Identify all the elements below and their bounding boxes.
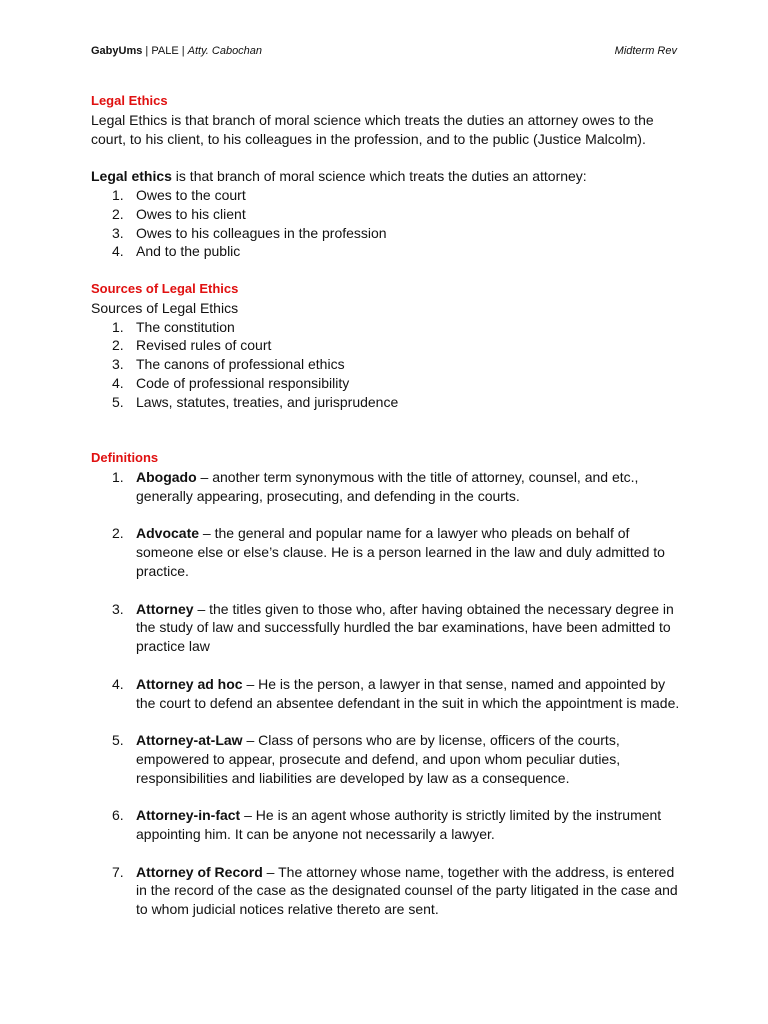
list-item: [91, 336, 681, 355]
page-header: [91, 45, 677, 57]
list-item-text: Code of professional responsibility: [136, 374, 350, 391]
list-number: 1.: [112, 318, 124, 335]
definition-text: – The attorney whose name, together with the address, is entered in the record of the case as the designated counsel of the party litigated in the case and to whom judicial notices relative thereto are sent.: [136, 863, 678, 918]
list-item: [91, 186, 681, 205]
list-number: 6.: [112, 807, 124, 824]
list-number: 4.: [112, 675, 124, 692]
header-right: Midterm Rev: [614, 45, 677, 57]
header-separator: |: [178, 45, 188, 57]
definition-text: – another term synonymous with the title of attorney, counsel, and etc., generally appearing, prosecuting, and defending in the courts.: [136, 468, 639, 504]
legal-ethics-intro: [91, 167, 681, 186]
header-separator: |: [142, 45, 152, 57]
list-number: 3.: [112, 224, 124, 241]
definition-term: Attorney-at-Law: [136, 732, 243, 749]
definition-term: Attorney-in-fact: [136, 807, 241, 824]
definition-item: [91, 468, 681, 506]
list-number: 3.: [112, 356, 124, 373]
definition-term: Attorney ad hoc: [136, 675, 243, 692]
list-item-text: And to the public: [136, 243, 241, 260]
list-item: [91, 393, 681, 412]
list-item-text: Owes to the court: [136, 186, 246, 203]
sources-list: [91, 318, 681, 412]
definition-text: – He is an agent whose authority is strictly limited by the instrument appointing him. It can be anyone not necessarily a lawyer.: [136, 807, 662, 843]
section-heading-legal-ethics: Legal Ethics: [91, 93, 168, 108]
header-author: GabyUms: [91, 45, 143, 57]
legal-ethics-definition: Legal Ethics is that branch of moral science which treats the duties an attorney owes to the court, to his client, to his colleagues in the profession, and to the public (Justice Malcolm).: [91, 111, 654, 147]
definition-item: [91, 675, 681, 713]
definition-text: – He is the person, a lawyer in that sense, named and appointed by the court to defend an absentee defendant in the suit in which the appointment is made.: [136, 675, 680, 711]
definition-term: Abogado: [136, 468, 197, 485]
list-item-text: Laws, statutes, treaties, and jurisprudence: [136, 393, 399, 410]
list-number: 7.: [112, 863, 124, 880]
list-number: 5.: [112, 732, 124, 749]
definition-term: Attorney of Record: [136, 863, 263, 880]
header-professor: Atty. Cabochan: [187, 45, 263, 57]
list-number: 1.: [112, 468, 124, 485]
list-item-text: Owes to his client: [136, 205, 246, 222]
list-item: [91, 224, 681, 243]
list-number: 4.: [112, 243, 124, 260]
list-item-text: Revised rules of court: [136, 337, 272, 354]
list-item: [91, 355, 681, 374]
definition-item: [91, 731, 681, 787]
definition-term: Attorney: [136, 600, 194, 617]
list-number: 1.: [112, 186, 124, 203]
definition-term: Advocate: [136, 525, 200, 542]
list-number: 5.: [112, 393, 124, 410]
definition-text: – the titles given to those who, after having obtained the necessary degree in the study of law and successfully hurdled the bar examinations, have been admitted to practice law: [136, 600, 674, 655]
list-item-text: Owes to his colleagues in the profession: [136, 224, 387, 241]
list-item-text: The constitution: [136, 318, 235, 335]
legal-ethics-intro-text: is that branch of moral science which treats the duties an attorney:: [171, 168, 587, 185]
sources-intro: Sources of Legal Ethics: [91, 299, 239, 316]
list-item: [91, 205, 681, 224]
definition-text: – Class of persons who are by license, officers of the courts, empowered to appear, prosecute and defend, and upon whom peculiar duties, responsibilities and liabilities are developed by law as a consequence.: [136, 732, 621, 786]
list-item: [91, 318, 681, 337]
list-number: 3.: [112, 600, 124, 617]
header-subject: PALE: [151, 45, 179, 57]
legal-ethics-duties-list: [91, 186, 681, 261]
list-number: 2.: [112, 205, 124, 222]
legal-ethics-intro-bold: Legal ethics: [91, 168, 172, 185]
list-item: [91, 242, 681, 261]
list-number: 2.: [112, 337, 124, 354]
section-heading-definitions: Definitions: [91, 450, 159, 466]
definition-item: [91, 863, 681, 919]
definition-item: [91, 806, 681, 844]
list-number: 4.: [112, 374, 124, 391]
header-left: [91, 45, 262, 57]
definition-item: [91, 600, 681, 656]
list-item: [91, 374, 681, 393]
document-body: [91, 92, 681, 938]
definition-text: – the general and popular name for a lawyer who pleads on behalf of someone else or else’s clause. He is a person learned in the law and duly admitted to practice.: [136, 525, 665, 579]
definition-item: [91, 524, 681, 580]
list-number: 2.: [112, 525, 124, 542]
definitions-list: [91, 468, 681, 919]
list-item-text: The canons of professional ethics: [136, 356, 345, 373]
section-heading-sources: Sources of Legal Ethics: [91, 280, 239, 296]
